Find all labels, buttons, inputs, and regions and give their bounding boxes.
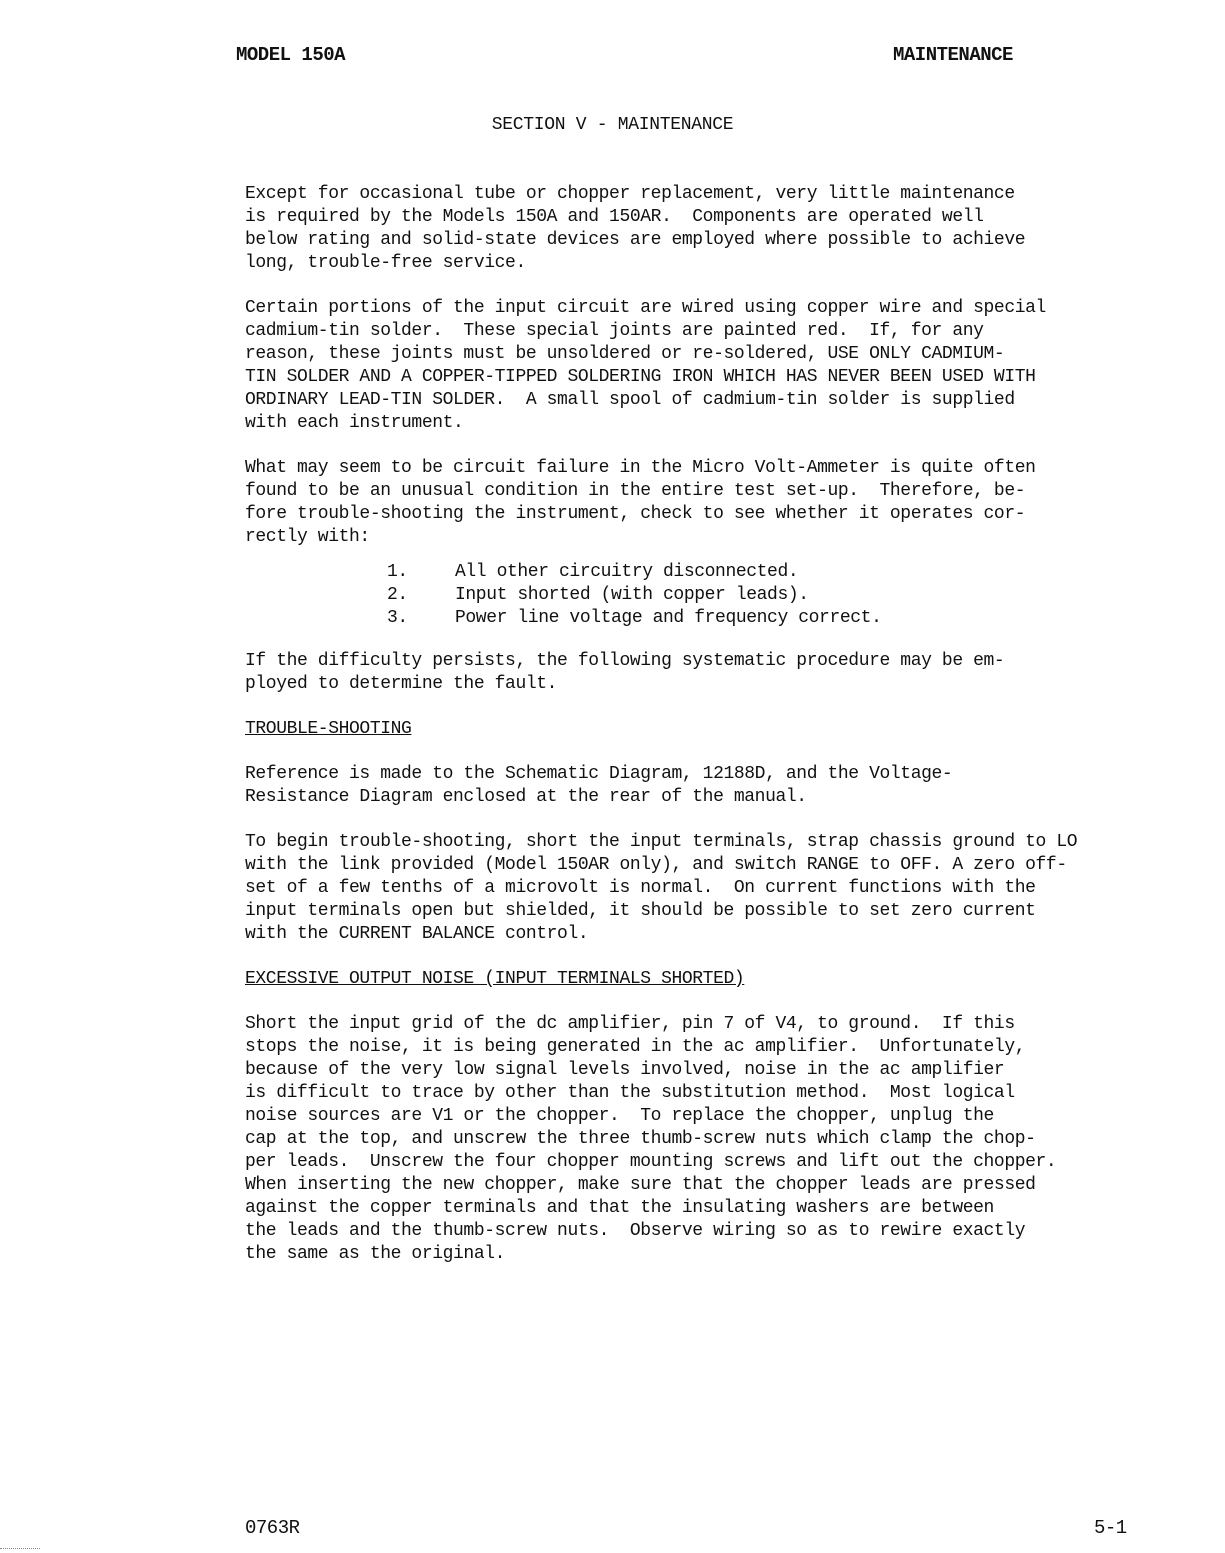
text-line: stops the noise, it is being generated in the ac amplifier. Unfortunately, bbox=[245, 1037, 1026, 1057]
list-item bbox=[387, 584, 1185, 607]
section-title: SECTION V - MAINTENANCE bbox=[491, 115, 734, 135]
subheading-trouble-shooting: TROUBLE-SHOOTING bbox=[245, 719, 412, 739]
text-line: noise sources are V1 or the chopper. To replace the chopper, unplug the bbox=[245, 1106, 994, 1126]
checklist bbox=[387, 561, 1185, 630]
list-item bbox=[387, 561, 1185, 584]
text-line: When inserting the new chopper, make sure that the chopper leads are pressed bbox=[245, 1175, 1036, 1195]
footer-doc-code: 0763R bbox=[245, 1517, 300, 1539]
text-line: with each instrument. bbox=[245, 413, 464, 433]
paragraph-reference bbox=[245, 763, 1185, 809]
list-number: 2. bbox=[387, 585, 408, 605]
list-number: 1. bbox=[387, 562, 408, 582]
list-item bbox=[387, 607, 1185, 630]
text-line: Except for occasional tube or chopper replacement, very little maintenance bbox=[245, 184, 1015, 204]
text-line: ORDINARY LEAD-TIN SOLDER. A small spool of cadmium-tin solder is supplied bbox=[245, 390, 1015, 410]
text-line: Short the input grid of the dc amplifier, pin 7 of V4, to ground. If this bbox=[245, 1014, 1015, 1034]
text-line: rectly with: bbox=[245, 527, 370, 547]
text-line: Resistance Diagram enclosed at the rear of the manual. bbox=[245, 787, 807, 807]
text-line: TIN SOLDER AND A COPPER-TIPPED SOLDERING IRON WHICH HAS NEVER BEEN USED WITH bbox=[245, 367, 1036, 387]
text-line: against the copper terminals and that the insulating washers are between bbox=[245, 1198, 994, 1218]
paragraph-procedure bbox=[245, 650, 1185, 696]
paragraph-noise bbox=[245, 1013, 1185, 1266]
text-line: ployed to determine the fault. bbox=[245, 674, 558, 694]
text-line: Reference is made to the Schematic Diagram, 12188D, and the Voltage- bbox=[245, 764, 953, 784]
text-line: below rating and solid-state devices are employed where possible to achieve bbox=[245, 230, 1026, 250]
list-text: Power line voltage and frequency correct. bbox=[455, 608, 882, 628]
list-number: 3. bbox=[387, 608, 408, 628]
text-line: set of a few tenths of a microvolt is normal. On current functions with the bbox=[245, 878, 1036, 898]
header-model: MODEL 150A bbox=[236, 44, 346, 66]
text-line: cap at the top, and unscrew the three thumb-screw nuts which clamp the chop- bbox=[245, 1129, 1036, 1149]
text-line: Certain portions of the input circuit are wired using copper wire and special bbox=[245, 298, 1046, 318]
text-line: fore trouble-shooting the instrument, check to see whether it operates cor- bbox=[245, 504, 1026, 524]
body-text bbox=[245, 183, 1185, 1288]
header-section: MAINTENANCE bbox=[893, 44, 1013, 66]
text-line: long, trouble-free service. bbox=[245, 253, 526, 273]
list-text: Input shorted (with copper leads). bbox=[455, 585, 809, 605]
text-line: found to be an unusual condition in the entire test set-up. Therefore, be- bbox=[245, 481, 1026, 501]
text-line: is difficult to trace by other than the substitution method. Most logical bbox=[245, 1083, 1015, 1103]
text-line: because of the very low signal levels involved, noise in the ac amplifier bbox=[245, 1060, 1005, 1080]
text-line: the leads and the thumb-screw nuts. Observe wiring so as to rewire exactly bbox=[245, 1221, 1026, 1241]
footer-page-number: 5-1 bbox=[1094, 1517, 1127, 1539]
paragraph-failure bbox=[245, 457, 1185, 549]
text-line: with the link provided (Model 150AR only), and switch RANGE to OFF. A zero off- bbox=[245, 855, 1067, 875]
text-line: What may seem to be circuit failure in the Micro Volt-Ammeter is quite often bbox=[245, 458, 1036, 478]
text-line: reason, these joints must be unsoldered or re-soldered, USE ONLY CADMIUM- bbox=[245, 344, 1005, 364]
text-line: If the difficulty persists, the following systematic procedure may be em- bbox=[245, 651, 1005, 671]
subheading-excessive-noise: EXCESSIVE OUTPUT NOISE (INPUT TERMINALS SHORTED) bbox=[245, 969, 745, 989]
text-line: cadmium-tin solder. These special joints are painted red. If, for any bbox=[245, 321, 984, 341]
text-line: per leads. Unscrew the four chopper mounting screws and lift out the chopper. bbox=[245, 1152, 1057, 1172]
paragraph-intro bbox=[245, 183, 1185, 275]
text-line: with the CURRENT BALANCE control. bbox=[245, 924, 589, 944]
paragraph-begin bbox=[245, 831, 1185, 946]
scan-artifact-divider bbox=[0, 1548, 40, 1550]
paragraph-solder bbox=[245, 297, 1185, 435]
text-line: is required by the Models 150A and 150AR. Components are operated well bbox=[245, 207, 984, 227]
text-line: To begin trouble-shooting, short the input terminals, strap chassis ground to LO bbox=[245, 832, 1078, 852]
text-line: the same as the original. bbox=[245, 1244, 506, 1264]
text-line: input terminals open but shielded, it should be possible to set zero current bbox=[245, 901, 1036, 921]
list-text: All other circuitry disconnected. bbox=[455, 562, 799, 582]
